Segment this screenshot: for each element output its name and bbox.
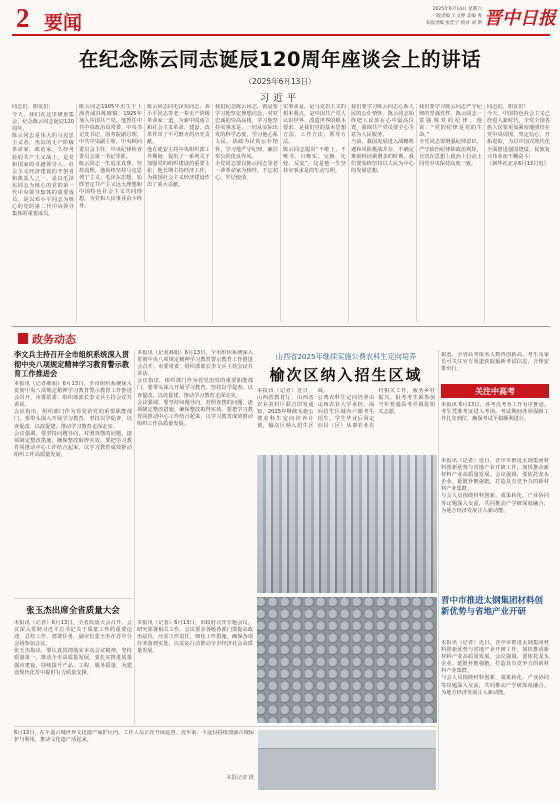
article-column: 实事求是，是马克思主义的根本观点，是中国共产党人认识世界、改造世界的根本要求，是我们党的基本思想方法、工作方法、领导方法。 陈云同志提出“不唯上、不唯书、只唯实，交换、比较、反复”，这是他一生坚持实事求是的生动写照。 [283,104,346,174]
recruit-kicker: 山西省2025年继续实施公费农科生定向培养 [275,352,417,361]
article-column: 陈云同志1905年出生于上海青浦县练塘镇。1925年加入中国共产党。他曾任中共中央政治局常委、中央书记处书记，国务院副总理，中共中央副主席，中央顾问委员会主任，中央纪律检查委员会第一书记等职。 陈云同志一生追求真理，坚持真理。他始终坚持马克思列宁主义、毛泽东思想，始终坚定共产主义远大理想和中国特色社会主义共同理想，为党和人民事业奋斗终身。 [79,104,142,210]
main-article-title: 在纪念陈云同志诞辰120周年座谈会上的讲话 [78,48,482,71]
article-column: 我们纪念陈云同志，就是要学习他坚定理想信念、对党忠诚的崇高品格，学习他坚持实事求是、一切从实际出发的科学态度，学习他心系人民、执政为民的公仆情怀，学习他严守纪律、廉洁奉公的优良作风。 全党同志要以陈云同志等老一辈革命家为榜样，不忘初心、牢记使命。 [215,104,278,181]
article-column: 陈云同志同毛泽东同志、邓小平同志等老一辈无产阶级革命家一道，为新中国成立和社会主义革命、建设、改革作出了不可磨灭的历史贡献。 他在延安主持中央组织部工作期间，提出了一系列关于加强党的组织建设的重要主张；他长期主持经济工作，为我国社会主义经济建设作出了重大贡献。 [147,104,210,189]
news-section-header [18,331,108,347]
story3-body: 本报讯（记者）6月13日，市政府召开专题会议，研究部署相关工作。会议要求各级各部门要提高政治站位，压实工作责任，细化工作措施，确保各项任务落到实处，以实际行动推动全市经济社会高质量发展。 [137,620,253,655]
story-divider [14,598,132,599]
recruit-title: 榆次区纳入招生区域 [269,366,423,384]
main-article-author: 习近平 [259,93,301,104]
info-line: 2025年6月14日 星期六 [432,7,482,12]
bottom-divider [14,726,436,727]
sidebar-news-item: 据悉，全省高考报名人数再创新高，考生及家长可关注官方渠道获取最新考试信息，合理安排出行。 [441,352,549,373]
column-divider [438,350,439,790]
article-column: 我们要学习陈云同志心系人民的公仆情怀。陈云同志始终把人民放在心中最高位置，强调共产党员要全心全意为人民服务。 当前，我国发展进入战略机遇和风险挑战并存、不确定难预料因素增多的时期，我们要始终坚持以人民为中心的发展思想。 [351,104,414,174]
section-name: 要闻 [44,12,83,34]
article-column: 我们要学习陈云同志严守纪律的坚强党性。陈云同志一贯强调党的纪律，他说：“党的纪律是党的生命。” 全党同志要增强纪律意识，严守政治纪律和政治规矩，自觉在思想上政治上行动上同党中央保持高度一致。 [419,104,482,167]
story1-continued: 本报讯（记者郝娟）6月13日，全市组织系统深入贯彻中央八项规定精神学习教育警示教育工作推进会召开。市委常委、组织部部长李文兵主持会议并讲话。 会议指出，组织部门作为管党治党的重要职能部门，要带头深入开展学习教育，坚持以学促查、以查促改、以改促建，推动学习教育走深走实。 会议强调，要坚持问题导向，对照查摆的问题，逐项制定整改措施，确保整改取得实效。要把学习教育同推动中心工作结合起来，以学习教育成效推动组织工作高质量发展。 [137,350,253,427]
masthead-rule [12,34,550,36]
column-divider [280,104,281,322]
story2-body: 本报讯（记者）6月13日，全省质量大会召开。会议深入贯彻习近平总书记关于质量工作的重要论述，总结工作，部署任务。副市长张玉杰在晋中分会场参加会议。 张玉杰指出，要认真贯彻落实本次会议精神，坚持质量第一，推动全市高质量发展。要扎实推进质量强市建设，持续提升产品、工程、服务质量，为建设现代化晋中提供有力质量支撑。 [14,620,132,676]
steel-story-body: 本报讯（记者）近日，晋中市推进太钢集团材料创新优势与省地产业开研工作，加快推动新材料产业高质量发展。会议强调，要依托龙头企业，延链补链强链，打造具有竞争力的新材料产业集群。 与会人员围绕材料创新、成果转化、产业协同等议题深入交流，共同推动产学研深度融合，为地方经济发展注入新动能。 [441,640,549,696]
greeting: 同志们、朋友们： [12,104,54,110]
newspaper-logo: 晋中日报 [484,8,556,29]
article-column: 今天，我们在这里隆重集会，纪念陈云同志诞辰120周年。 陈云同志是伟大的马克思主义者，杰出的无产阶级革命家、政治家，久经考验的共产主义战士，是党和国家的卓越领导人、社会主义经济建设的开创者和奠基人之一，是以毛泽东同志为核心的党的第一代中央领导集体的重要成员，是以邓小平同志为核心的党的第二代中央领导集体的重要成员。 [12,112,74,218]
factory-photo [257,455,437,593]
banner-label: 关注中高考 [475,387,515,396]
masthead-info [392,6,482,27]
column-divider [76,104,77,322]
column-divider [144,104,145,322]
photo-credit: 本报记者 摄 [226,775,254,781]
steel-story-title: 晋中市推进太钢集团材料创新优势与省地产业开研 [441,596,544,617]
sidebar-news-item: 本报讯 6月13日，各考点考务工作有序推进，考生凭准考证进入考场，考试期间各项保障工作扎实到位，确保考试平稳顺利进行。 [441,402,549,423]
bottom-note: 6月13日，在平遥古城世界文化遗产保护区内，工作人员正在开展巡查。近年来，平遥县持续加强古城保护与利用，推动文化遗产活起来。 [14,730,254,744]
story1-body: 本报讯（记者郝娟）6月13日，全市组织系统深入贯彻中央八项规定精神学习教育警示教育工作推进会召开。市委常委、组织部部长李文兵主持会议并讲话。 会议指出，组织部门作为管党治党的重要职能部门，要带头深入开展学习教育，坚持以学促查、以查促改、以改促建，推动学习教育走深走实。 会议强调，要坚持问题导向，对照查摆的问题，逐项制定整改措施，确保整改取得实效。要把学习教育同推动中心工作结合起来，以学习教育成效推动组织工作高质量发展。 [14,381,132,458]
main-article-date: （2025年6月13日） [244,77,316,86]
steel-story-lead: 本报讯（记者）近日，晋中市推进太钢集团材料创新优势与省地产业开研工作，加快推动新材料产业高质量发展。会议强调，要依托龙头企业，延链补链强链，打造具有竞争力的新材料产业集群。 与会人员围绕材料创新、成果转化、产业协同等议题深入交流，共同推动产学研深度融合，为地方经济发展注入新动能。 [441,458,549,514]
sidebar-banner [441,384,549,398]
column-divider [212,104,213,322]
info-line: 一版责编 王文婷 美编 秀 [431,14,482,19]
story1-title: 李文兵主持召开全市组织系统深入贯彻中央八项规定精神学习教育警示教育工作推进会 [14,350,130,378]
section-marker-icon [18,333,28,344]
column-divider [348,104,349,322]
recruit-body: 本报讯（记者）近日，山西省教育厅、山西省农业农村厅联合印发通知，2025年继续实施公费农科生定向培养计划，榆次区纳入招生区域。 公费农科生定向培养由山西农业大学承担，面向招生区域内户籍考生招生，学生毕业后回定向县（区）从事农业农村相关工作，服务乡村振兴。报考考生须参加当年普通高考并填报相关志愿。 [257,388,435,430]
column-divider [134,350,135,725]
article-column: 同志们、朋友们！ 今天，中国特色社会主义已经进入新时代。全党全国各族人民要更加紧密地团结在党中央周围，坚定信心、开拓进取，为以中国式现代化全面推进强国建设、民族复兴伟业而不懈奋斗！ （新华社北京6月13日电） [487,104,550,167]
info-line: 本版责编 张佳宁 校对 刘 斯 [425,21,482,26]
column-divider [416,104,417,322]
column-divider [484,104,485,322]
ancient-city-photo [258,730,436,790]
steel-pipes-photo [257,597,437,723]
main-article-body [12,104,550,324]
section-header-label: 政务动态 [32,333,76,346]
section-divider [12,326,550,327]
story2-title: 张玉杰出席全省质量大会 [26,606,120,616]
page-number: 2 [16,3,30,33]
